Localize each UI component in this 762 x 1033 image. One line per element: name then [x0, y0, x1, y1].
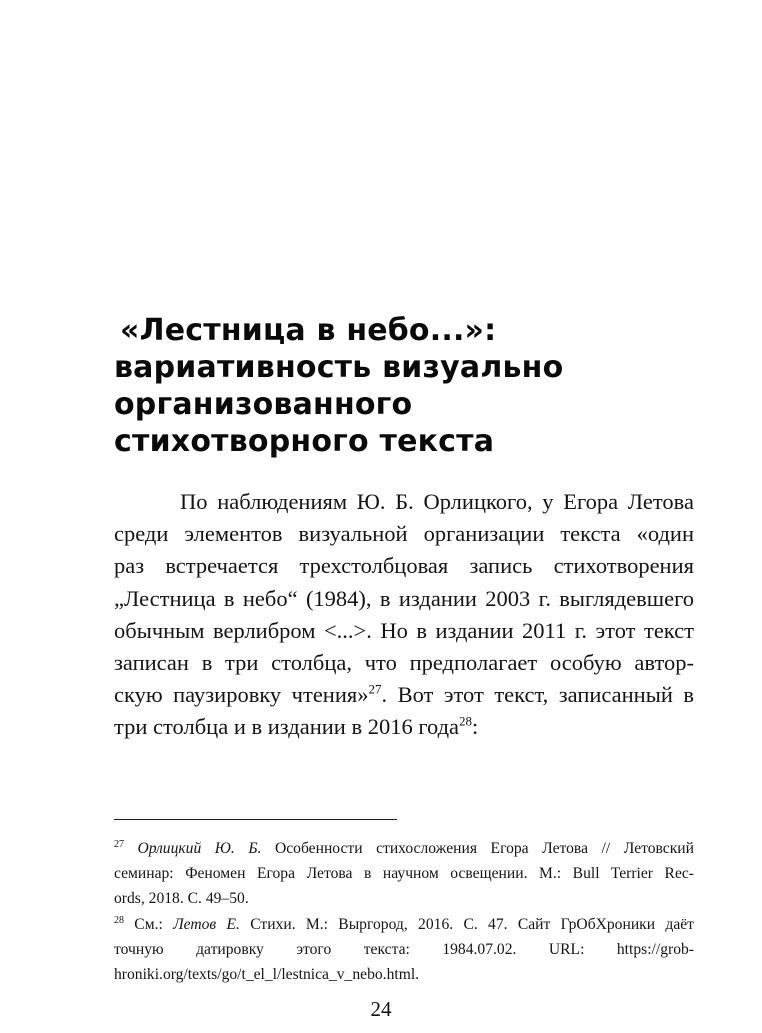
footnote-url-text[interactable]: точную датировку этого текста: 1984.07.02. URL: https://grob-: [114, 940, 694, 958]
footnote-author: Орлицкий Ю. Б.: [137, 840, 262, 857]
heading-line: организованного: [114, 387, 413, 422]
heading-line: вариативность визуально: [114, 350, 564, 385]
body-line: записан в три столбца, что предполагает особую автор-: [114, 649, 694, 675]
footnote-url-text[interactable]: hroniki.org/texts/go/t_el_l/lestnica_v_nebo.html.: [114, 965, 420, 983]
footnote-number: 28: [114, 914, 124, 926]
footnote-28-line: [114, 962, 694, 987]
footnote-text: Стихи. М.: Выргород, 2016. С. 47. Сайт ГрОбХроники даёт: [239, 915, 694, 933]
heading-line: стихотворного текста: [114, 424, 495, 459]
footnote-text: См.:: [124, 915, 174, 933]
footnote-28-line: [114, 912, 694, 937]
body-line: раз встречается трехстолбцовая запись стихотворения: [114, 553, 694, 579]
heading-line: «Лестница в небо...»:: [120, 313, 497, 348]
body-line: „Лестница в небо“ (1984), в издании 2003 г. выглядевшего: [114, 585, 694, 611]
chapter-heading: [114, 312, 674, 460]
body-line-text: три столбца и в издании в 2016 года: [114, 714, 460, 740]
footnote-divider: [114, 819, 397, 820]
footnote-27-line: семинар: Феномен Егора Летова в научном освещении. М.: Bull Terrier Rec-: [114, 865, 694, 883]
footnotes: [114, 836, 694, 987]
footnote-27-line: [114, 836, 694, 861]
footnote-ref-27[interactable]: 27: [368, 681, 382, 697]
footnote-text: Особенности стихосложения Егора Летова // Летовский: [261, 840, 694, 857]
body-line-text: . Вот этот текст, записанный в: [381, 682, 694, 708]
body-line: среди элементов визуальной организации текста «один: [114, 521, 694, 547]
footnote-28-line: [114, 937, 694, 962]
body-paragraph: [114, 486, 694, 744]
body-line-text: :: [472, 714, 479, 740]
footnote-number: 27: [114, 838, 124, 850]
page-number: 24: [370, 997, 392, 1021]
footnote-ref-28[interactable]: 28: [459, 713, 473, 729]
footnote-author: Летов Е.: [173, 915, 240, 933]
body-line: [114, 679, 694, 711]
body-line: По наблюдениям Ю. Б. Орлицкого, у Егора Летова: [180, 489, 694, 514]
footnote-27-line: ords, 2018. С. 49–50.: [114, 890, 249, 908]
body-line: обычным верлибром <...>. Но в издании 2011 г. этот текст: [114, 617, 694, 643]
body-line-text: скую паузировку чтения»: [114, 682, 369, 708]
body-line: [114, 711, 694, 743]
